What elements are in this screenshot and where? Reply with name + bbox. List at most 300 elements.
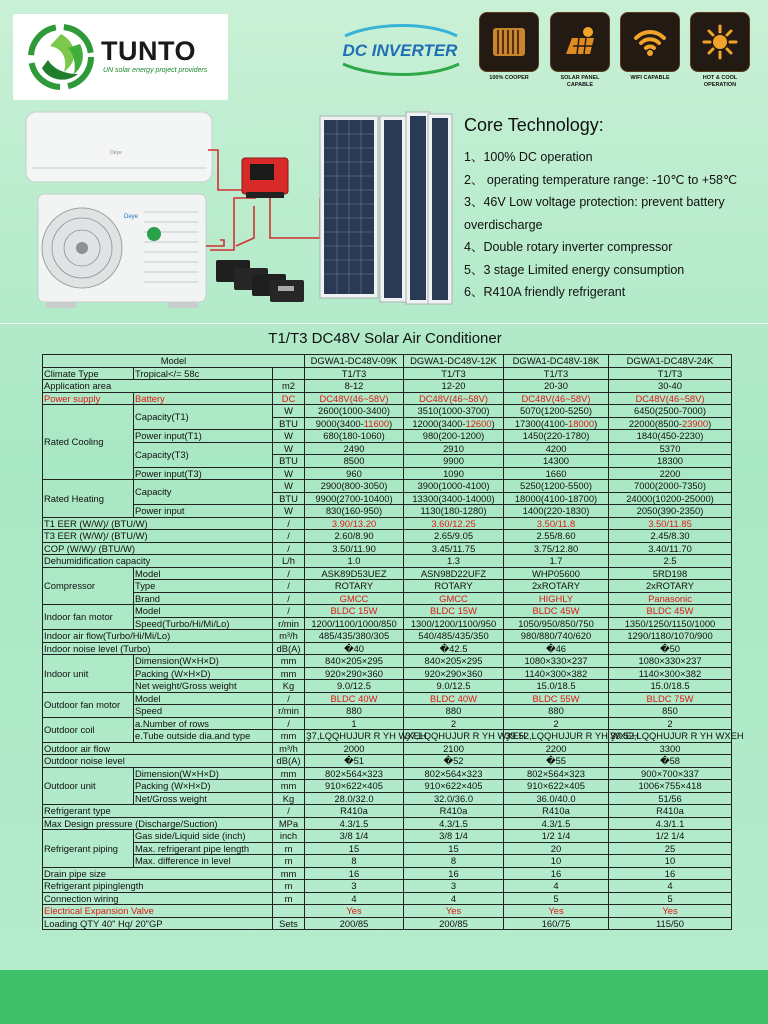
value-cell: 13300(3400-14000) <box>404 492 504 505</box>
indoor-unit-brand: Deye <box>110 150 122 156</box>
row-sub-label: Model <box>134 567 273 580</box>
value-cell: 2600(1000-3400) <box>305 405 404 418</box>
unit-cell: m <box>273 855 305 868</box>
row-group-label: Rated Cooling <box>43 405 134 480</box>
value-cell: 1.7 <box>504 555 609 568</box>
table-row <box>43 917 732 930</box>
table-row <box>43 442 732 455</box>
core-technology-title: Core Technology: <box>464 115 604 135</box>
table-row <box>43 367 732 380</box>
table-row <box>43 842 732 855</box>
table-row <box>43 655 732 668</box>
value-cell: 2200 <box>504 742 609 755</box>
value-part: ) <box>708 417 712 429</box>
row-group-label: Outdoor noise level <box>43 755 273 768</box>
unit-cell: BTU <box>273 455 305 468</box>
value-cell: T1/T3 <box>504 367 609 380</box>
row-sub-label: Max. difference in level <box>134 855 273 868</box>
value-cell: 680(180-1060) <box>305 430 404 443</box>
value-cell: 15 <box>404 842 504 855</box>
value-cell: 5370 <box>609 442 732 455</box>
table-row <box>43 530 732 543</box>
row-group-label: Indoor fan motor <box>43 605 134 630</box>
value-cell: 3.40/11.70 <box>609 542 732 555</box>
table-row <box>43 567 732 580</box>
table-row <box>43 467 732 480</box>
table-row <box>43 830 732 843</box>
value-cell: BLDC 75W <box>609 692 732 705</box>
value-cell: 980(200-1200) <box>404 430 504 443</box>
table-row <box>43 755 732 768</box>
unit-cell: m³/h <box>273 742 305 755</box>
unit-cell: / <box>273 592 305 605</box>
value-cell: 30-40 <box>609 380 732 393</box>
value-cell: 18300 <box>609 455 732 468</box>
row-sub-label: Max. refrigerant pipe length <box>134 842 273 855</box>
value-cell: 160/75 <box>504 917 609 930</box>
section-divider <box>0 323 768 324</box>
value-cell: BLDC 15W <box>305 605 404 618</box>
feature-copper <box>479 12 539 82</box>
table-row <box>43 405 732 418</box>
footer-band <box>0 970 768 1024</box>
dc-inverter-text: DC INVERTER <box>342 41 458 60</box>
value-cell: Yes <box>305 905 404 918</box>
table-row <box>43 717 732 730</box>
value-cell: 4.3/1.5 <box>305 817 404 830</box>
value-cell: 2 <box>404 717 504 730</box>
value-cell: BLDC 45W <box>504 605 609 618</box>
value-cell: 980/880/740/620 <box>504 630 609 643</box>
value-cell: GMCC <box>404 592 504 605</box>
table-row <box>43 630 732 643</box>
value-cell: 4 <box>609 880 732 893</box>
unit-cell: mm <box>273 767 305 780</box>
value-part: 17300(4100- <box>514 417 568 429</box>
value-cell: ROTARY <box>305 580 404 593</box>
unit-cell: Kg <box>273 680 305 693</box>
value-cell: 16 <box>305 867 404 880</box>
wifi-icon <box>620 12 680 72</box>
value-cell: Yes <box>404 905 504 918</box>
model-name: DGWA1-DC48V-18K <box>504 355 609 368</box>
value-cell: 8-12 <box>305 380 404 393</box>
row-group-label: Refrigerant piping <box>43 830 134 868</box>
row-sub-label: Power input(T1) <box>134 430 273 443</box>
battery-bank-image <box>216 260 304 302</box>
value-cell: 3/8 1/4 <box>305 830 404 843</box>
value-cell: 10 <box>504 855 609 868</box>
value-part: 11600 <box>363 417 390 429</box>
value-cell: 9.0/12.5 <box>404 680 504 693</box>
value-cell: ASN98D22UFZ <box>404 567 504 580</box>
value-cell: GMCC <box>305 592 404 605</box>
row-group-label: Power supply <box>43 392 134 405</box>
value-cell: 1/2 1/4 <box>504 830 609 843</box>
unit-cell: m³/h <box>273 630 305 643</box>
value-cell: 2200 <box>609 467 732 480</box>
unit-cell: r/min <box>273 617 305 630</box>
list-item: 5、3 stage Limited energy consumption <box>464 262 685 277</box>
unit-cell: / <box>273 542 305 555</box>
table-row <box>43 667 732 680</box>
value-cell: 3.90/13.20 <box>305 517 404 530</box>
value-cell: 20-30 <box>504 380 609 393</box>
row-group-label: Refrigerant pipinglength <box>43 880 273 893</box>
value-cell: 1140×300×382 <box>609 667 732 680</box>
table-row <box>43 592 732 605</box>
value-cell: 3.50/11.90 <box>305 542 404 555</box>
row-group-label: Refrigerant type <box>43 805 273 818</box>
value-cell: 1050/950/850/750 <box>504 617 609 630</box>
value-cell: 16 <box>504 867 609 880</box>
table-row <box>43 380 732 393</box>
value-cell: 840×205×295 <box>305 655 404 668</box>
table-row <box>43 892 732 905</box>
value-cell: 880 <box>305 705 404 718</box>
value-cell: 2.5 <box>609 555 732 568</box>
table-row <box>43 392 732 405</box>
value-cell: 1350/1250/1150/1000 <box>609 617 732 630</box>
value-cell: 4.3/1.5 <box>504 817 609 830</box>
value-cell: 200/85 <box>404 917 504 930</box>
unit-cell: / <box>273 717 305 730</box>
row-sub-label: a.Number of rows <box>134 717 273 730</box>
value-cell: 910×622×405 <box>305 780 404 793</box>
value-cell: 9900 <box>404 455 504 468</box>
feature-hot-cool <box>690 12 750 89</box>
value-cell: 16 <box>609 867 732 880</box>
unit-cell: dB(A) <box>273 755 305 768</box>
value-cell: �40 <box>305 642 404 655</box>
value-cell: 3.50/11.85 <box>609 517 732 530</box>
value-cell: 1660 <box>504 467 609 480</box>
value-cell: T1/T3 <box>404 367 504 380</box>
value-cell: 25 <box>609 842 732 855</box>
row-group-label: Outdoor coil <box>43 717 134 742</box>
feature-label: WIFI CAPABLE <box>630 75 670 81</box>
value-cell: Ҙ7,LQQHUJUR R YH WXEH <box>306 730 427 741</box>
value-cell: DC48V(46~58V) <box>609 392 732 405</box>
value-cell: 4.3/1.5 <box>404 817 504 830</box>
row-sub-label: Dimension(W×H×D) <box>134 767 273 780</box>
value-part: ) <box>594 417 598 429</box>
value-cell: 1006×755×418 <box>609 780 732 793</box>
row-sub-label: Power input <box>134 505 273 518</box>
value-cell: 15.0/18.5 <box>504 680 609 693</box>
unit-cell: / <box>273 605 305 618</box>
value-cell: 2 <box>609 717 732 730</box>
unit-cell: DC <box>273 392 305 405</box>
core-technology-list <box>464 146 764 304</box>
table-row <box>43 905 732 918</box>
value-cell: 2050(390-2350) <box>609 505 732 518</box>
row-group-label: Connection wiring <box>43 892 273 905</box>
value-cell: 5 <box>504 892 609 905</box>
value-cell: 32.0/36.0 <box>404 792 504 805</box>
value-cell: 2100 <box>404 742 504 755</box>
row-sub-label: Speed <box>134 705 273 718</box>
row-sub-label: e.Tube outside dia.and type <box>134 730 273 743</box>
value-cell: 3.75/12.80 <box>504 542 609 555</box>
value-part: ) <box>389 417 393 429</box>
value-cell: 4200 <box>504 442 609 455</box>
value-part: 9000(3400- <box>315 417 364 429</box>
value-cell: �58 <box>609 755 732 768</box>
value-cell: Yes <box>609 905 732 918</box>
table-row <box>43 542 732 555</box>
value-cell <box>504 417 609 430</box>
unit-cell: m <box>273 892 305 905</box>
list-item: 6、R410A friendly refrigerant <box>464 285 626 299</box>
value-cell: 5070(1200-5250) <box>504 405 609 418</box>
value-cell: 802×564×323 <box>504 767 609 780</box>
value-cell: DC48V(46~58V) <box>504 392 609 405</box>
value-cell: Panasonic <box>609 592 732 605</box>
list-item: 2、 operating temperature range: -10℃ to +58℃ <box>464 172 738 187</box>
value-cell: �52 <box>404 755 504 768</box>
unit-cell: m <box>273 842 305 855</box>
value-cell: �50 <box>609 642 732 655</box>
list-item: 4、Double rotary inverter compressor <box>464 240 673 254</box>
model-name: DGWA1-DC48V-09K <box>305 355 404 368</box>
value-cell: 900×700×337 <box>609 767 732 780</box>
dc-inverter-badge <box>335 22 465 78</box>
value-cell: 850 <box>609 705 732 718</box>
list-item: 1、100% DC operation <box>464 150 593 164</box>
unit-cell: r/min <box>273 705 305 718</box>
value-cell: DC48V(46~58V) <box>404 392 504 405</box>
sun-snowflake-icon <box>690 12 750 72</box>
value-cell: 2xROTARY <box>609 580 732 593</box>
value-cell: T1/T3 <box>305 367 404 380</box>
value-cell: 5RD198 <box>609 567 732 580</box>
value-cell: Ҙ7,LQQHUJUR R YH WXEH <box>405 730 526 741</box>
value-cell: 3.60/12.25 <box>404 517 504 530</box>
value-cell: 8 <box>404 855 504 868</box>
value-cell: HIGHLY <box>504 592 609 605</box>
table-header-row <box>43 355 732 368</box>
row-sub-label: Net weight/Gross weight <box>134 680 273 693</box>
value-cell: 3300 <box>609 742 732 755</box>
value-cell: 880 <box>504 705 609 718</box>
row-sub-label: Packing (W×H×D) <box>134 667 273 680</box>
value-cell: 1080×330×237 <box>609 655 732 668</box>
unit-cell: mm <box>273 780 305 793</box>
indoor-unit-image <box>26 112 212 182</box>
value-cell: ROTARY <box>404 580 504 593</box>
value-cell: 2490 <box>305 442 404 455</box>
unit-cell: / <box>273 517 305 530</box>
table-row <box>43 642 732 655</box>
value-cell: 8500 <box>305 455 404 468</box>
value-cell: 4 <box>404 892 504 905</box>
value-cell: Yes <box>504 905 609 918</box>
row-group-label: Electrical Expansion Valve <box>43 905 273 918</box>
value-cell: 3510(1000-3700) <box>404 405 504 418</box>
value-cell: 485/435/380/305 <box>305 630 404 643</box>
unit-cell: MPa <box>273 817 305 830</box>
value-cell: 540/485/435/350 <box>404 630 504 643</box>
table-row <box>43 555 732 568</box>
value-cell: R410a <box>305 805 404 818</box>
unit-cell: W <box>273 405 305 418</box>
value-cell: 2910 <box>404 442 504 455</box>
table-row <box>43 817 732 830</box>
value-cell: R410a <box>404 805 504 818</box>
table-row <box>43 505 732 518</box>
spec-table-title: T1/T3 DC48V Solar Air Conditioner <box>268 330 502 347</box>
solar-panels-image <box>320 112 452 304</box>
value-cell: Ҙ9.52,LQQHUJUR R YH WXEH <box>610 730 744 741</box>
unit-cell: BTU <box>273 417 305 430</box>
feature-wifi <box>620 12 680 82</box>
row-group-label: T3 EER (W/W)/ (BTU/W) <box>43 530 273 543</box>
value-part: 23900 <box>681 417 709 429</box>
table-row <box>43 605 732 618</box>
list-item: 3、46V Low voltage protection: prevent battery overdischarge <box>464 195 725 232</box>
row-group-label: Indoor noise level (Turbo) <box>43 642 273 655</box>
row-group-label: Outdoor air flow <box>43 742 273 755</box>
row-group-label: COP (W/W)/ (BTU/W) <box>43 542 273 555</box>
unit-cell: m <box>273 880 305 893</box>
value-cell: 2.45/8.30 <box>609 530 732 543</box>
unit-cell: / <box>273 805 305 818</box>
feature-label: 100% COOPER <box>489 75 529 81</box>
value-cell <box>609 417 732 430</box>
row-sub-label: Speed(Turbo/Hi/Mi/Lo) <box>134 617 273 630</box>
unit-cell: m2 <box>273 380 305 393</box>
value-cell: 802×564×323 <box>404 767 504 780</box>
value-cell: 9.0/12.5 <box>305 680 404 693</box>
row-sub-label: Net/Gross weight <box>134 792 273 805</box>
value-cell: BLDC 55W <box>504 692 609 705</box>
unit-cell: W <box>273 480 305 493</box>
value-cell: 4 <box>305 892 404 905</box>
row-group-label: Dehumidification capacity <box>43 555 273 568</box>
table-row <box>43 805 732 818</box>
value-cell: 10 <box>609 855 732 868</box>
value-cell: 18000(4100-18700) <box>504 492 609 505</box>
row-group-label: Loading QTY 40" Hq/ 20"GP <box>43 917 273 930</box>
unit-cell <box>273 905 305 918</box>
value-cell: DC48V(46~58V) <box>305 392 404 405</box>
value-cell: 910×622×405 <box>504 780 609 793</box>
value-cell: 2 <box>504 717 609 730</box>
value-cell: 15.0/18.5 <box>609 680 732 693</box>
table-row <box>43 480 732 493</box>
row-group-label: T1 EER (W/W)/ (BTU/W) <box>43 517 273 530</box>
value-part: 22000(8500- <box>628 417 682 429</box>
table-row <box>43 742 732 755</box>
table-row <box>43 680 732 693</box>
table-row <box>43 580 732 593</box>
model-name: DGWA1-DC48V-12K <box>404 355 504 368</box>
row-sub-label: Capacity <box>134 480 273 505</box>
row-group-label: Indoor air flow(Turbo/Hi/Mi/Lo) <box>43 630 273 643</box>
row-group-label: Drain pipe size <box>43 867 273 880</box>
unit-cell: Sets <box>273 917 305 930</box>
value-cell: R410a <box>609 805 732 818</box>
table-row <box>43 730 732 743</box>
unit-cell: dB(A) <box>273 642 305 655</box>
value-cell: 1.3 <box>404 555 504 568</box>
value-cell: 3900(1000-4100) <box>404 480 504 493</box>
value-cell: 8 <box>305 855 404 868</box>
feature-label: HOT & COOL OPERATION <box>702 75 738 88</box>
core-technology <box>464 115 764 304</box>
value-cell: 1300/1200/1100/950 <box>404 617 504 630</box>
unit-cell: mm <box>273 730 305 743</box>
value-cell: Ҙ9.52,LQQHUJUR R YH WXEH <box>505 730 639 741</box>
brand-name: TUNTO <box>101 36 196 66</box>
table-row <box>43 617 732 630</box>
row-sub-label: Model <box>134 605 273 618</box>
value-cell: BLDC 40W <box>305 692 404 705</box>
table-row <box>43 692 732 705</box>
value-cell: 1/2 1/4 <box>609 830 732 843</box>
value-cell: 16 <box>404 867 504 880</box>
table-row <box>43 517 732 530</box>
spec-table <box>42 354 744 930</box>
value-cell: 1130(180-1280) <box>404 505 504 518</box>
value-cell: 2.65/9.05 <box>404 530 504 543</box>
table-row <box>43 780 732 793</box>
table-row <box>43 867 732 880</box>
value-cell <box>404 417 504 430</box>
value-cell: 1 <box>305 717 404 730</box>
unit-cell: mm <box>273 667 305 680</box>
value-cell: 3 <box>305 880 404 893</box>
value-cell: �46 <box>504 642 609 655</box>
row-group-label: Max Design pressure (Discharge/Suction) <box>43 817 273 830</box>
value-cell: 51/56 <box>609 792 732 805</box>
value-cell: 12-20 <box>404 380 504 393</box>
outdoor-unit-brand: Deye <box>124 214 139 220</box>
row-sub-label: Capacity(T3) <box>134 442 273 467</box>
unit-cell <box>273 367 305 380</box>
unit-cell: / <box>273 580 305 593</box>
value-cell: BLDC 45W <box>609 605 732 618</box>
unit-cell: W <box>273 442 305 455</box>
value-part: 12000(3400- <box>412 417 466 429</box>
row-sub-label: Model <box>134 692 273 705</box>
value-cell: 5250(1200-5500) <box>504 480 609 493</box>
row-group-label: Indoor unit <box>43 655 134 693</box>
value-cell: 2xROTARY <box>504 580 609 593</box>
copper-coil-icon <box>479 12 539 72</box>
feature-label: SOLAR PANEL CAPABLE <box>560 75 600 88</box>
table-row <box>43 430 732 443</box>
value-cell: 920×290×360 <box>305 667 404 680</box>
model-header: Model <box>43 355 305 368</box>
unit-cell: W <box>273 430 305 443</box>
value-cell: 910×622×405 <box>404 780 504 793</box>
value-cell: 36.0/40.0 <box>504 792 609 805</box>
value-part: ) <box>491 417 495 429</box>
value-cell: BLDC 15W <box>404 605 504 618</box>
value-cell: 3.45/11.75 <box>404 542 504 555</box>
table-row <box>43 880 732 893</box>
unit-cell: / <box>273 567 305 580</box>
row-group-label: Compressor <box>43 567 134 605</box>
value-cell: �55 <box>504 755 609 768</box>
row-group-label: Climate Type <box>43 367 134 380</box>
recycle-leaf-icon <box>28 24 94 90</box>
unit-cell: mm <box>273 655 305 668</box>
value-cell: 920×290×360 <box>404 667 504 680</box>
value-cell: 20 <box>504 842 609 855</box>
